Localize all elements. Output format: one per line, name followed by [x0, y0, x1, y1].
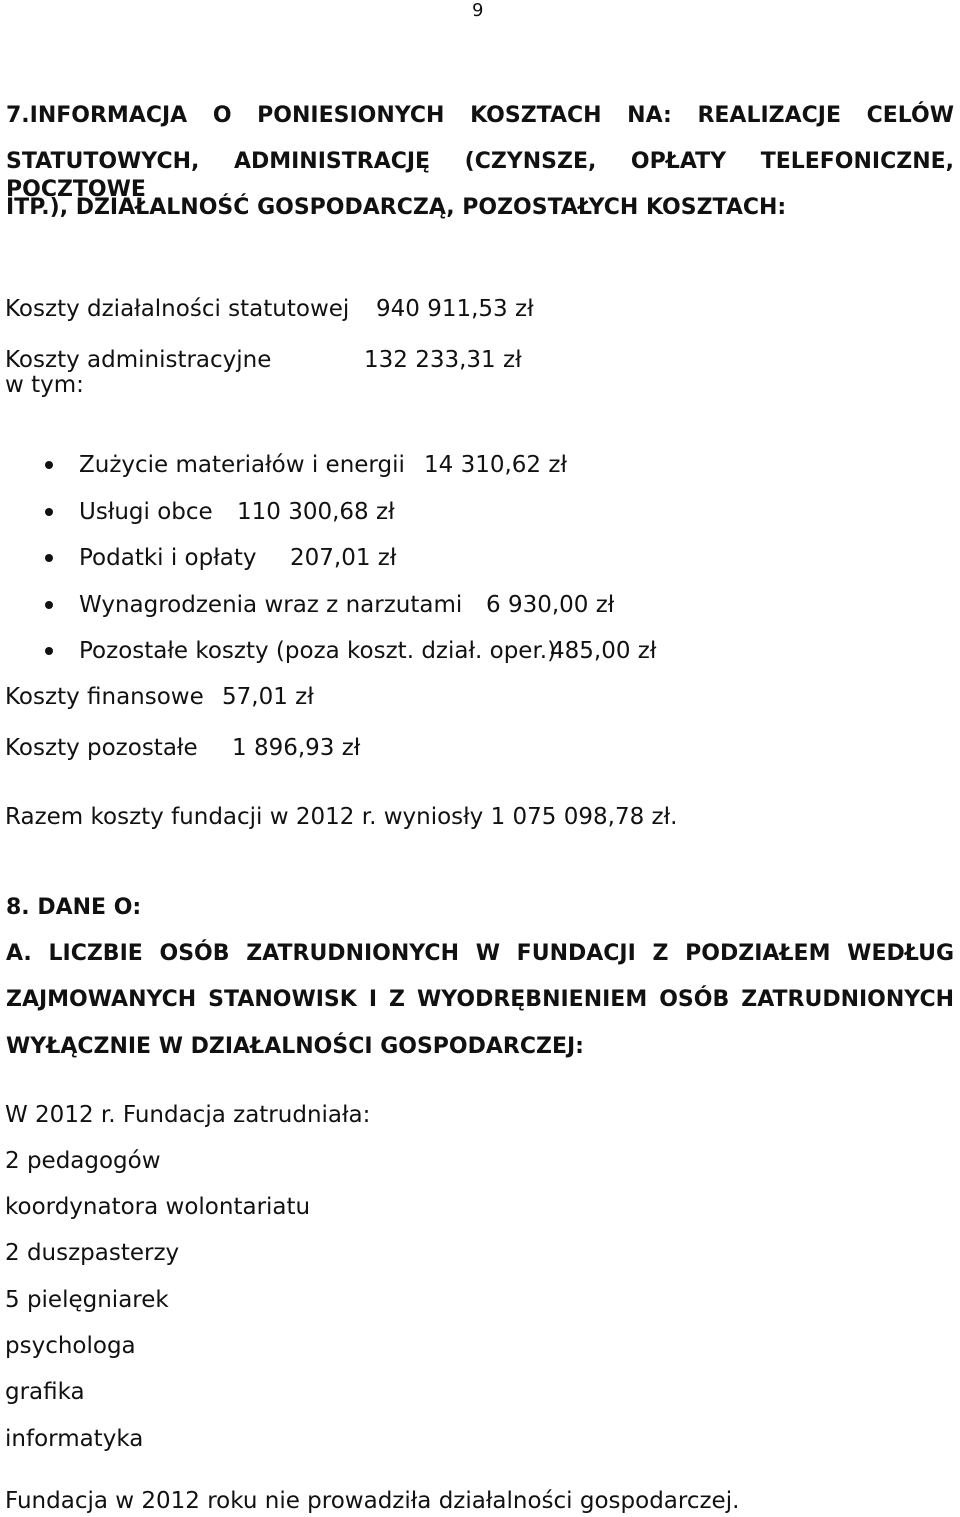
- employee-item: psychologa: [5, 1333, 136, 1359]
- bullet-materials-value: 14 310,62 zł: [424, 452, 567, 478]
- page-number: 9: [472, 0, 484, 21]
- bullet-salaries-value: 6 930,00 zł: [486, 592, 615, 618]
- bullet-salaries-label: Wynagrodzenia wraz z narzutami: [79, 592, 463, 618]
- bullet-other-value: 485,00 zł: [550, 638, 657, 664]
- section-7-heading-line-2: STATUTOWYCH, ADMINISTRACJĘ (CZYNSZE, OPŁATY TELEFONICZNE, POCZTOWE: [6, 149, 954, 202]
- bullet-dot: [45, 554, 53, 562]
- financial-costs-label: Koszty finansowe: [5, 684, 204, 710]
- employee-item: koordynatora wolontariatu: [5, 1194, 311, 1220]
- administrative-costs-label: Koszty administracyjne: [5, 347, 272, 373]
- bullet-taxes-label: Podatki i opłaty: [79, 545, 257, 571]
- other-costs-label: Koszty pozostałe: [5, 735, 198, 761]
- section-8a-heading-line-3: WYŁĄCZNIE W DZIAŁALNOŚCI GOSPODARCZEJ:: [6, 1034, 584, 1059]
- bullet-dot: [45, 601, 53, 609]
- employee-item: 5 pielęgniarek: [5, 1287, 169, 1313]
- bullet-dot: [45, 461, 53, 469]
- statutory-costs-value: 940 911,53 zł: [376, 296, 534, 322]
- statutory-costs-label: Koszty działalności statutowej: [5, 296, 350, 322]
- section-8a-heading-line-1: A. LICZBIE OSÓB ZATRUDNIONYCH W FUNDACJI Z PODZIAŁEM WEDŁUG: [6, 941, 954, 966]
- section-8a-heading-line-2: ZAJMOWANYCH STANOWISK I Z WYODRĘBNIENIEM OSÓB ZATRUDNIONYCH: [6, 987, 954, 1012]
- financial-costs-value: 57,01 zł: [222, 684, 314, 710]
- bullet-dot: [45, 508, 53, 516]
- business-activity-note: Fundacja w 2012 roku nie prowadziła działalności gospodarczej.: [5, 1488, 740, 1514]
- administrative-costs-value: 132 233,31 zł: [364, 347, 522, 373]
- bullet-services-label: Usługi obce: [79, 499, 213, 525]
- bullet-taxes-value: 207,01 zł: [290, 545, 397, 571]
- employee-item: 2 pedagogów: [5, 1148, 161, 1174]
- bullet-dot: [45, 647, 53, 655]
- other-costs-value: 1 896,93 zł: [232, 735, 361, 761]
- employee-item: 2 duszpasterzy: [5, 1240, 180, 1266]
- employment-intro: W 2012 r. Fundacja zatrudniała:: [5, 1102, 371, 1128]
- bullet-services-value: 110 300,68 zł: [237, 499, 395, 525]
- section-8-heading: 8. DANE O:: [6, 895, 142, 920]
- section-7-heading-line-1: 7.INFORMACJA O PONIESIONYCH KOSZTACH NA: REALIZACJE CELÓW: [6, 103, 954, 128]
- employee-item: informatyka: [5, 1426, 144, 1452]
- total-costs-sentence: Razem koszty fundacji w 2012 r. wyniosły 1 075 098,78 zł.: [5, 804, 678, 830]
- section-7-heading-line-3: ITP.), DZIAŁALNOŚĆ GOSPODARCZĄ, POZOSTAŁYCH KOSZTACH:: [6, 195, 787, 220]
- employee-item: grafika: [5, 1379, 85, 1405]
- bullet-other-label: Pozostałe koszty (poza koszt. dział. oper.): [79, 638, 557, 664]
- including-label: w tym:: [5, 372, 84, 398]
- bullet-materials-label: Zużycie materiałów i energii: [79, 452, 405, 478]
